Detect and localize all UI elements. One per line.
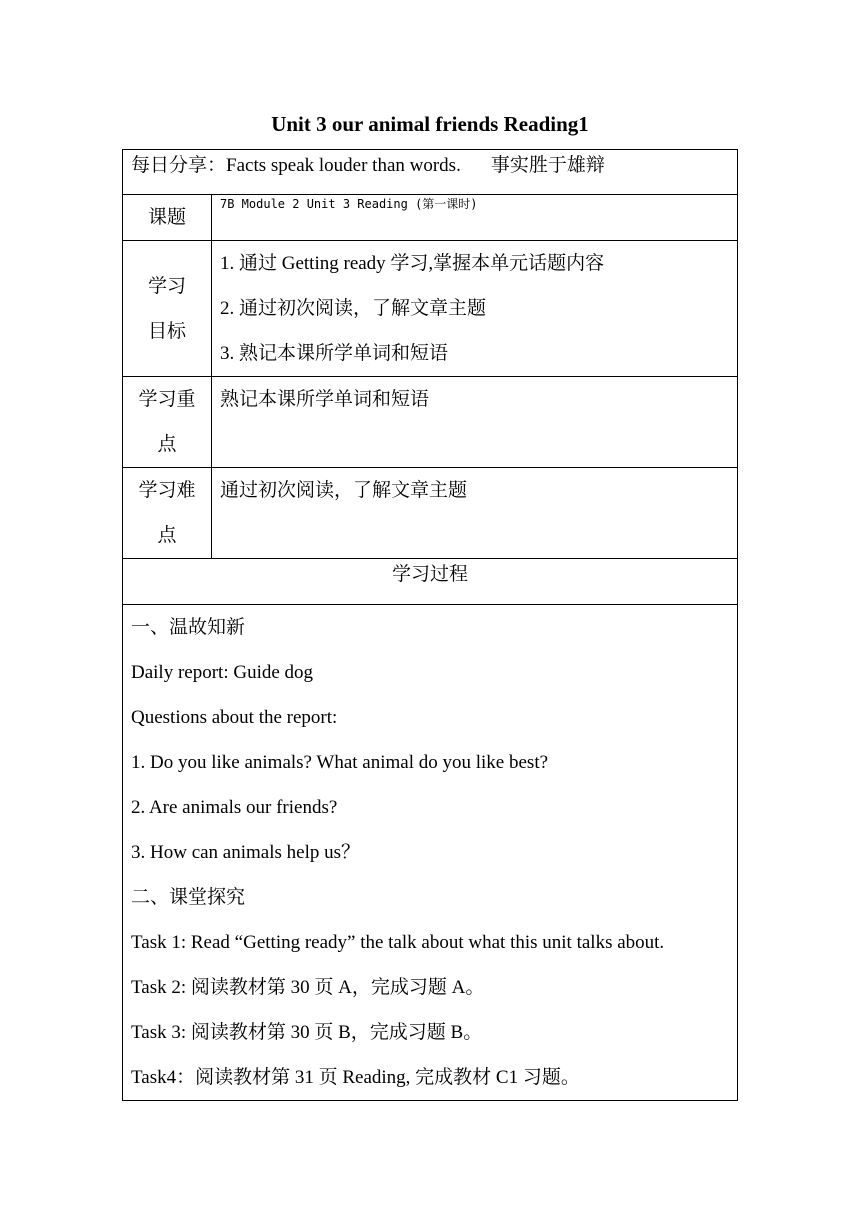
- goals-row: [123, 241, 738, 377]
- difficulties-label-line1: 学习难: [138, 480, 196, 501]
- process-line: 2. Are animals our friends?: [131, 797, 338, 818]
- process-line: 1. Do you like animals? What animal do you like best?: [131, 752, 549, 773]
- daily-share-row: [123, 150, 738, 195]
- process-line: Task 3: 阅读教材第 30 页 B，完成习题 B。: [131, 1022, 483, 1043]
- key-points-label-line1: 学习重: [138, 389, 196, 410]
- daily-share-label: 每日分享：: [131, 155, 227, 176]
- process-line: 一、温故知新: [131, 617, 246, 638]
- goal-item: 1. 通过 Getting ready 学习,掌握本单元话题内容: [220, 253, 605, 274]
- goals-label: [123, 241, 212, 377]
- goals-label-line1: 学习: [147, 275, 186, 297]
- difficulties-label-line2: 点: [157, 525, 177, 546]
- process-content: [123, 605, 738, 1101]
- topic-row: [123, 195, 738, 241]
- goal-item: 2. 通过初次阅读，了解文章主题: [220, 298, 487, 319]
- key-points-row: [123, 377, 738, 468]
- goals-label-line2: 目标: [147, 320, 186, 342]
- process-line: Daily report: Guide dog: [131, 662, 314, 683]
- daily-share-cell: [123, 150, 738, 195]
- process-line: Task4：阅读教材第 31 页 Reading, 完成教材 C1 习题。: [131, 1067, 580, 1088]
- lesson-plan-table: [122, 149, 738, 1101]
- process-header: 学习过程: [123, 559, 738, 605]
- process-line: Task 1: Read “Getting ready” the talk about what this unit talks about.: [131, 932, 665, 953]
- process-line: 3. How can animals help us？: [131, 842, 361, 863]
- process-line: Questions about the report:: [131, 707, 338, 728]
- difficulties-value: 通过初次阅读，了解文章主题: [212, 468, 738, 559]
- process-header-row: [123, 559, 738, 605]
- topic-value: 7B Module 2 Unit 3 Reading (第一课时): [212, 195, 738, 241]
- goals-list: [212, 241, 738, 377]
- topic-label: 课题: [123, 195, 212, 241]
- process-line: Task 2: 阅读教材第 30 页 A，完成习题 A。: [131, 977, 485, 998]
- process-line: 二、课堂探究: [131, 887, 246, 908]
- process-content-row: [123, 605, 738, 1101]
- daily-share-chinese: 事实胜于雄辩: [490, 155, 605, 176]
- key-points-label-line2: 点: [157, 434, 177, 455]
- key-points-value: 熟记本课所学单词和短语: [212, 377, 738, 468]
- key-points-label: [123, 377, 212, 468]
- difficulties-row: [123, 468, 738, 559]
- daily-share-english: Facts speak louder than words.: [226, 155, 461, 176]
- difficulties-label: [123, 468, 212, 559]
- document-title: Unit 3 our animal friends Reading1: [271, 112, 589, 136]
- goal-item: 3. 熟记本课所学单词和短语: [220, 343, 449, 364]
